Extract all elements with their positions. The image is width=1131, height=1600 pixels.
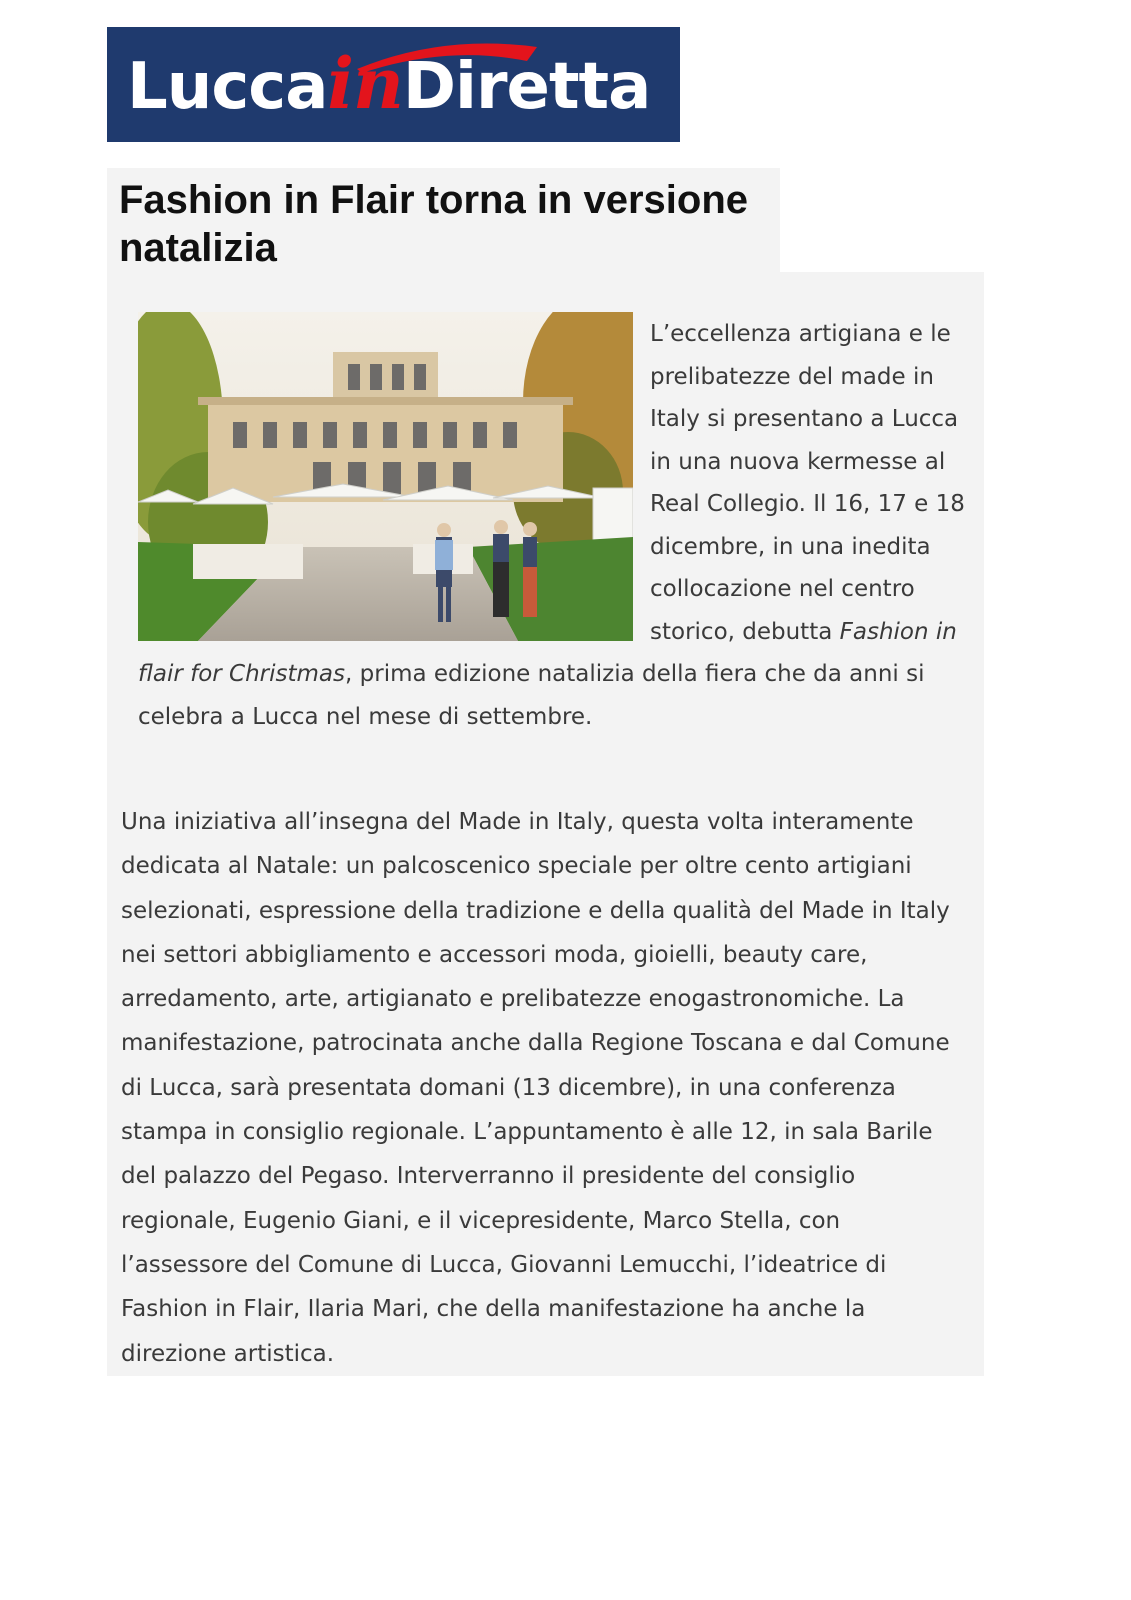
photo-spacer	[138, 313, 650, 644]
article-lead	[138, 313, 968, 738]
masthead-logo[interactable]	[107, 27, 680, 142]
logo-part-in: in	[327, 42, 403, 125]
lead-event-name: Fashion in flair for Christmas	[138, 618, 957, 687]
title-panel	[107, 168, 780, 272]
lead-text-part2: , prima edizione natalizia della fiera che da anni si celebra a Lucca nel mese di settembre.	[138, 661, 925, 730]
logo-part-lucca: Lucca	[127, 50, 328, 124]
article-title: Fashion in Flair torna in versione natalizia	[119, 178, 749, 270]
logo-wordmark	[127, 39, 650, 132]
logo-part-diretta: Diretta	[402, 50, 651, 124]
article-body: Una iniziativa all’insegna del Made in Italy, questa volta interamente dedicata al Natale: un palcoscenico speciale per oltre cento artigiani selezionati, espressione della tradizione e della qualità del Made in Italy nei settori abbigliamento e accessori moda, gioielli, beauty care, arredamento, arte, artigianato e prelibatezze enogastronomiche. La manifestazione, patrocinata anche dalla Regione Toscana e dal Comune di Lucca, sarà presentata domani (13 dicembre), in una conferenza stampa in consiglio regionale. L’appuntamento è alle 12, in sala Barile del palazzo del Pegaso. Interverranno il presidente del consiglio regionale, Eugenio Giani, e il vicepresidente, Marco Stella, con l’assessore del Comune di Lucca, Giovanni Lemucchi, l’ideatrice di Fashion in Flair, Ilaria Mari, che della manifestazione ha anche la direzione artistica.	[121, 809, 950, 1367]
lead-text-part1: L’eccellenza artigiana e le prelibatezze del made in Italy si presentano a Lucca in una nuova kermesse al Real Collegio. Il 16, 17 e 18 dicembre, in una inedita collocazione nel centro storico, debutta	[650, 321, 965, 645]
